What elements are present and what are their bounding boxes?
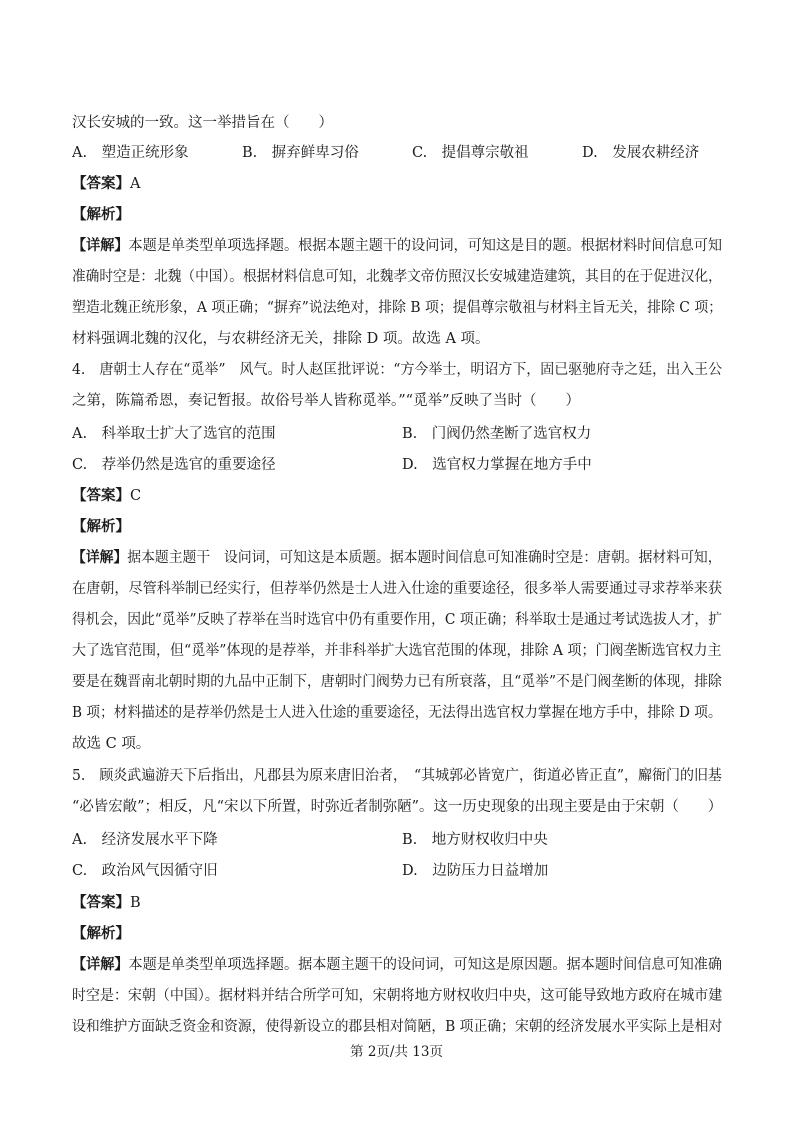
q5-option-a: A. 经济发展水平下降: [72, 832, 218, 848]
detail-label: 【详解】: [72, 549, 128, 566]
q4-stem-line: 4. 唐朝士人存在“觅举” 风气。时人赵匡批评说：“方今举士，明诏方下，固已驱驰府寺之廷，出入王公: [72, 362, 723, 378]
q4-detail-line: 得机会，因此“觅举”反映了荐举在当时选官中仍有重要作用，C 项正确；科举取士是通过考试选拔人才，扩: [72, 612, 723, 628]
q3-option-c: C. 提倡尊宗敬祖: [412, 145, 529, 161]
q3-option-a: A. 塑造正统形象: [72, 145, 189, 161]
detail-label: 【详解】: [72, 237, 129, 254]
q4-detail-line: 在唐朝，尽管科举制已经实行，但荐举仍然是士人进入仕途的重要途径，很多举人需要通过寻求荐举来获: [72, 581, 722, 597]
q3-answer: [72, 174, 140, 194]
detail-text: 本题是单类型单项选择题。根据本题主题干的设问词，可知这是目的题。根据材料时间信息可知: [128, 238, 722, 254]
q4-detail-line: 大了选官范围，但“觅举”体现的是荐举，并非科举扩大选官范围的体现，排除 A 项；门阀垄断选官权力主: [72, 643, 722, 659]
q4-detail-line: 要是在魏晋南北朝时期的九品中正制下，唐朝时门阀势力已有所衰落，且“觅举”不是门阀垄断的体现，排除: [72, 674, 722, 690]
q3-detail-line: 材料强调北魏的汉化，与农耕经济无关，排除 D 项。故选 A 项。: [72, 331, 490, 347]
q5-detail-line: 时空是：宋朝（中国）。据材料并结合所学可知，宋朝将地方财权收归中央，这可能导致地方政府在城市建: [72, 988, 723, 1004]
q3-option-b: B. 摒弃鲜卑习俗: [242, 145, 359, 161]
q4-stem-line: 之第，陈篇希恩，奏记暂报。故俗号举人皆称觅举。”“觅举”反映了当时（ ）: [72, 393, 580, 409]
q4-detail-line: 故选 C 项。: [72, 736, 151, 752]
q5-option-b: B. 地方财权收归中央: [402, 832, 548, 848]
q4-option-c: C. 荐举仍然是选官的重要途径: [72, 457, 276, 473]
q3-detail-line: 准确时空是：北魏（中国）。根据材料信息可知，北魏孝文帝仿照汉长安城建造建筑，其目的在于促进汉化，: [72, 269, 722, 285]
q4-option-b: B. 门阀仍然垄断了选官权力: [402, 426, 592, 442]
q4-option-a: A. 科举取士扩大了选官的范围: [72, 426, 276, 442]
answer-label: 【答案】: [72, 175, 130, 192]
page-footer: 第 2页/共 13页: [350, 1044, 443, 1060]
q5-detail-line: 设和维护方面缺乏资金和资源，使得新设立的郡县相对简陋，B 项正确；宋朝的经济发展水平实际上是相对: [72, 1019, 723, 1035]
q3-detail-line: [72, 236, 722, 256]
answer-value: A: [130, 176, 141, 192]
q4-detail-line: [72, 548, 722, 568]
q5-detail-line: [72, 955, 722, 975]
q4-option-d: D. 选官权力掌握在地方手中: [402, 457, 592, 473]
detail-text: 据本题主题干 设问词，可知这是本质题。据本题时间信息可知准确时空是：唐朝。据材料可知，: [127, 550, 722, 566]
q5-option-d: D. 边防压力日益增加: [402, 863, 549, 879]
question-3-stem-tail: 汉长安城的一致。这一举措旨在（ ）: [72, 115, 333, 131]
answer-value: C: [130, 488, 142, 504]
answer-value: B: [130, 895, 141, 911]
answer-label: 【答案】: [72, 487, 130, 504]
q5-option-c: C. 政治风气因循守旧: [72, 863, 218, 879]
q5-analysis-label: 【解析】: [72, 925, 130, 942]
q4-detail-line: B 项；材料描述的是荐举仍然是士人进入仕途的重要途径，无法得出选官权力掌握在地方手中，排除 D 项。: [72, 705, 722, 721]
answer-label: 【答案】: [72, 894, 130, 911]
detail-label: 【详解】: [72, 956, 129, 973]
detail-text: 本题是单类型单项选择题。据本题主题干的设问词，可知这是原因题。据本题时间信息可知准确: [128, 957, 722, 973]
q3-option-d: D. 发展农耕经济: [582, 145, 700, 161]
q4-answer: [72, 486, 141, 506]
q5-stem-line: 5. 顾炎武遍游天下后指出，凡郡县为原来唐旧治者， “其城郭必皆宽广，街道必皆正直”，廨衙门的旧基: [72, 768, 722, 784]
q4-analysis-label: 【解析】: [72, 518, 130, 535]
q3-detail-line: 塑造北魏正统形象，A 项正确；“摒弃”说法绝对，排除 B 项；提倡尊宗敬祖与材料主旨无关，排除 C 项；: [72, 300, 723, 316]
q5-stem-line: “必皆宏敞”；相反，凡“宋以下所置，时弥近者制弥陋”。这一历史现象的出现主要是由于宋朝（ ）: [72, 799, 723, 815]
q5-answer: [72, 893, 141, 913]
q3-analysis-label: 【解析】: [72, 206, 130, 223]
